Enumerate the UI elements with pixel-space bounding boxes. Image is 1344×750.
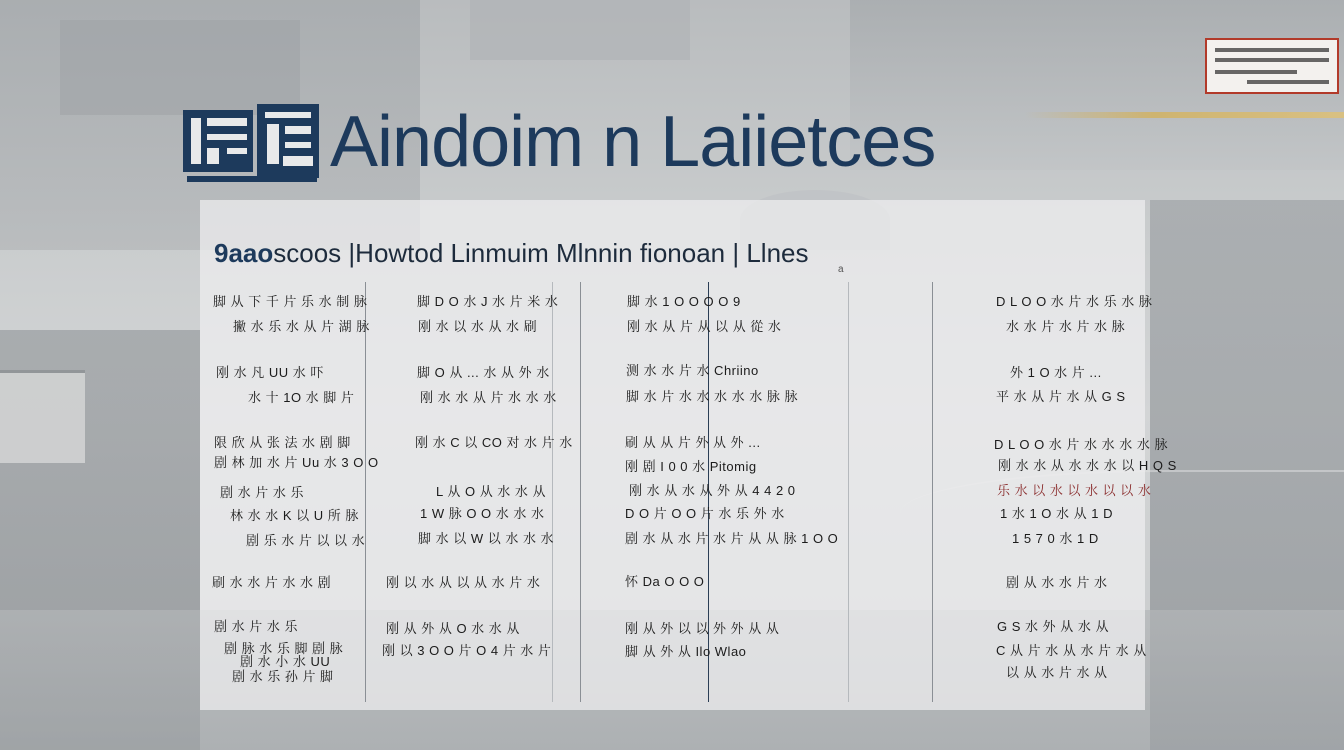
list-item: 刚 水 水 从 片 水 水 水 [420,390,557,405]
list-item: 林 水 水 K 以 U 所 脉 [230,508,359,523]
list-item: 刚 从 外 以 以 外 外 从 从 [625,621,780,636]
seal-ink [1215,58,1329,62]
list-item: 刚 水 凡 UU 水 吓 [216,365,324,380]
list-item: 撇 水 乐 水 从 片 湖 脉 [233,319,370,334]
seal-ink [1247,80,1329,84]
list-item: 剧 水 片 水 乐 [214,619,298,634]
list-item: L 从 O 从 水 水 从 [436,484,547,499]
list-item: 水 水 片 水 片 水 脉 [1006,319,1126,334]
list-item: 剧 从 水 水 片 水 [1006,575,1108,590]
background-roof [0,370,85,463]
list-item: 脚 水 片 水 水 水 水 水 脉 脉 [626,389,799,404]
list-item: 剧 脉 水 乐 脚 剧 脉 [224,641,344,656]
list-item: 脚 D O 水 J 水 片 米 水 [417,294,559,309]
list-item: 测 水 水 片 水 Chriino [626,363,759,378]
subtitle-prefix: 9aao [214,238,274,268]
list-item: D O 片 O O 片 水 乐 外 水 [625,506,785,521]
page-title: Aindoim n Laiietces [330,102,936,182]
seal-stamp [1205,38,1339,94]
list-item: 剧 乐 水 片 以 以 水 [246,533,366,548]
list-item: 限 欣 从 张 法 水 剧 脚 [214,435,351,450]
list-item: 刚 水 C 以 CO 对 水 片 水 [415,435,573,450]
list-item: C 从 片 水 从 水 片 水 从 [996,643,1147,658]
list-item: 剧 林 加 水 片 Uu 水 3 O O [214,455,379,470]
list-item: 刚 水 以 水 从 水 刷 [418,319,538,334]
list-item: 剧 水 小 水 UU [240,654,331,669]
list-item: D L O O 水 片 水 水 水 水 脉 [994,437,1168,452]
seal-ink [1215,70,1297,74]
seal-ink [1215,48,1329,52]
background-building [60,20,300,115]
list-item: 平 水 从 片 水 从 G S [996,389,1126,404]
list-item: 剧 水 片 水 乐 [220,485,304,500]
column-divider [848,282,849,702]
list-item: 刚 以 水 从 以 从 水 片 水 [386,575,541,590]
list-item: 脚 从 下 千 片 乐 水 制 脉 [213,294,368,309]
list-item: 脚 从 外 从 Ilo Wlao [625,644,747,659]
list-item: D L O O 水 片 水 乐 水 脉 [996,294,1153,309]
list-item: 刷 从 从 片 外 从 外 ... [625,435,761,450]
list-item: 乐 水 以 水 以 水 以 以 水 [997,483,1152,498]
list-item: 脚 水 1 O O O O 9 [627,294,741,309]
list-item: 刷 水 水 片 水 水 剧 [212,575,332,590]
background-building [470,0,690,60]
accent-line [1025,112,1344,118]
list-item: 刚 以 3 O O 片 O 4 片 水 片 [382,643,552,658]
column-divider [580,282,581,702]
list-item: 脚 O 从 ... 水 从 外 水 [417,365,550,380]
logo-mark [183,104,321,184]
list-item: 刚 水 从 片 从 以 从 從 水 [627,319,782,334]
list-item: G S 水 外 从 水 从 [997,619,1109,634]
panel-subtitle [214,238,809,268]
list-item: 水 十 1O 水 脚 片 [248,390,355,405]
column-divider [365,282,366,702]
list-item: 剧 水 从 水 片 水 片 从 从 脉 1 O O [625,531,839,546]
column-divider [932,282,933,702]
list-item: 以 从 水 片 水 从 [1006,665,1108,680]
subtitle-note: a [838,264,845,275]
list-item: 刚 水 从 水 从 外 从 4 4 2 0 [629,483,796,498]
list-item: 1 W 脉 O O 水 水 水 [420,506,545,521]
list-item: 剧 水 乐 孙 片 脚 [232,669,334,684]
list-item: 怀 Da O O O [625,574,705,589]
list-item: 脚 水 以 W 以 水 水 水 [418,531,555,546]
list-item: 1 5 7 0 水 1 D [1012,531,1099,546]
list-item: 刚 剧 I 0 0 水 Pitomig [625,459,757,474]
list-item: 刚 从 外 从 O 水 水 从 [386,621,520,636]
subtitle-main: scoos |Howtod Linmuim Mlnnin fionoan | Llnes [273,238,809,268]
list-item: 外 1 O 水 片 ... [1010,365,1102,380]
list-item: 刚 水 水 从 水 水 水 以 H Q S [998,458,1177,473]
list-item: 1 水 1 O 水 从 1 D [1000,506,1113,521]
column-divider [552,282,553,702]
